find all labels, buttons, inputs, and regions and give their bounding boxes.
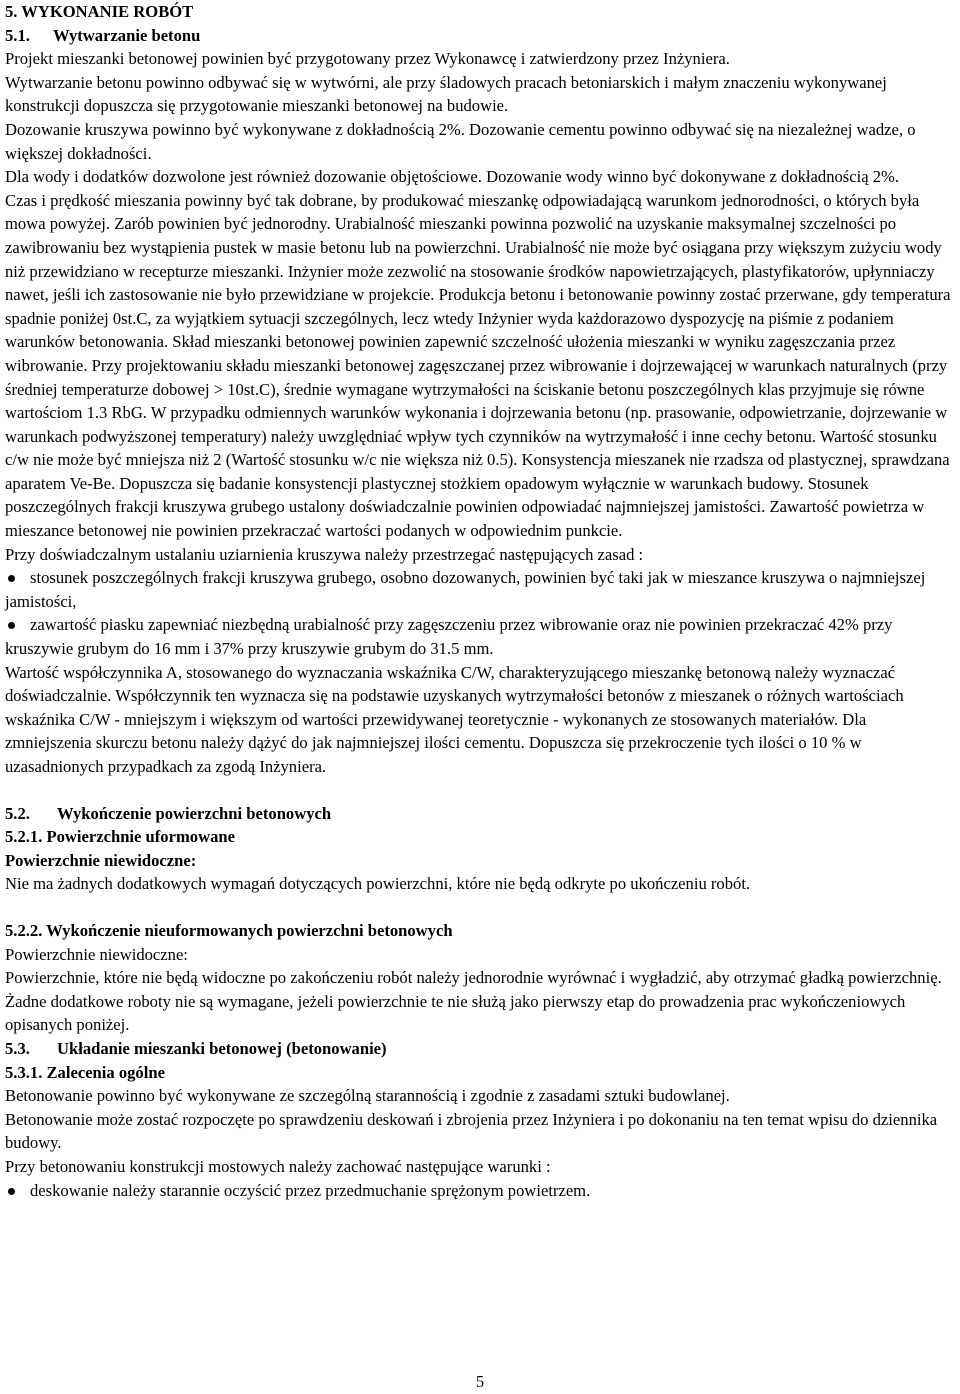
paragraph: Przy betonowaniu konstrukcji mostowych należy zachować następujące warunki : <box>5 1156 551 1176</box>
paragraph: Powierzchnie, które nie będą widoczne po zakończeniu robót należy jednorodnie wyrównać i wygładzić, aby otrzymać gładką powierzchnię. Żadne dodatkowe roboty nie są wymagane, jeżeli powierzchnie te nie służą jako pierwszy etap do prowadzenia prac wykończeniowych opisanych poniżej. <box>5 968 942 1035</box>
list-item: zawartość piasku zapewniać niezbędną urabialność przy zagęszczeniu przez wibrowanie oraz nie powinien przekraczać 42% przy kruszywie grubym do 16 mm i 37% przy kruszywie grubym do 31.5 mm. <box>5 613 955 660</box>
list-item: stosunek poszczególnych frakcji kruszywa grubego, osobno dozowanych, powinien być taki jak w mieszance kruszywa o najmniejszej jamistości, <box>5 566 955 613</box>
spacer <box>5 779 955 802</box>
paragraph: Betonowanie powinno być wykonywane ze szczególną starannością i zgodnie z zasadami sztuki budowlanej. <box>5 1086 730 1106</box>
subsection-number: 5.1. <box>5 25 30 45</box>
paragraph: Dozowanie kruszywa powinno być wykonywane z dokładnością 2%. Dozowanie cementu powinno odbywać się na niezależnej wadze, o większej dokładności. <box>5 119 916 163</box>
paragraph: Nie ma żadnych dodatkowych wymagań dotyczących powierzchni, które nie będą odkryte po ukończeniu robót. <box>5 874 751 894</box>
subsection-title: Układanie mieszanki betonowej (betonowanie) <box>57 1038 387 1058</box>
page-number: 5 <box>475 1372 485 1391</box>
paragraph: Projekt mieszanki betonowej powinien być przygotowany przez Wykonawcę i zatwierdzony przez Inżyniera. <box>5 49 730 69</box>
subheading: Powierzchnie niewidoczne: <box>5 850 197 870</box>
subsection-heading-5-3-1: 5.3.1. Zalecenia ogólne <box>5 1062 165 1082</box>
subsection-heading-5-2-2: 5.2.2. Wykończenie nieuformowanych powierzchni betonowych <box>5 920 453 940</box>
bullet-list <box>5 1179 955 1203</box>
paragraph: Wytwarzanie betonu powinno odbywać się w wytwórni, ale przy śladowych pracach betoniarskich i małym znaczeniu wykonywanej konstrukcji dopuszcza się przygotowanie mieszanki betonowej na budowie. <box>5 72 887 116</box>
spacer <box>5 896 955 919</box>
subsection-title: Wykończenie powierzchni betonowych <box>57 803 332 823</box>
subsection-heading-5-2-1: 5.2.1. Powierzchnie uformowane <box>5 827 235 847</box>
paragraph: Betonowanie może zostać rozpoczęte po sprawdzeniu deskowań i zbrojenia przez Inżyniera i po dokonaniu na ten temat wpisu do dziennika budowy. <box>5 1109 938 1153</box>
subsection-title: Wytwarzanie betonu <box>53 25 201 45</box>
subsection-heading-5-1 <box>5 24 955 48</box>
subsection-heading-5-2 <box>5 802 955 826</box>
subsection-number: 5.3. <box>5 1038 30 1058</box>
paragraph: Czas i prędkość mieszania powinny być tak dobrane, by produkować mieszankę odpowiadającą warunkom jednorodności, o których była mowa powyżej. Zarób powinien być jednorodny. Urabialność mieszanki powinna pozwolić na uzyskanie maksymalnej szczelności po zawibrowaniu bez wystąpienia pustek w masie betonu lub na powierzchni. Urabialność nie może być osiągana przy większym zużyciu wody niż przewidziano w recepturze mieszanki. Inżynier może zezwolić na stosowanie środków napowietrzających, plastyfikatorów, upłynniaczy nawet, jeśli ich zastosowanie nie było przewidziane w projekcie. Produkcja betonu i betonowanie powinny zostać przerwane, gdy temperatura spadnie poniżej 0st.C, za wyjątkiem sytuacji szczególnych, lecz wtedy Inżynier wyda każdorazowo dyspozycję na piśmie z podaniem warunków betonowania. Skład mieszanki betonowej powinien zapewnić szczelność ułożenia mieszanki w wyniku zagęszczania przez wibrowanie. Przy projektowaniu składu mieszanki betonowej zagęszczanej przez wibrowanie i dojrzewającej w warunkach naturalnych (przy średniej temperaturze dobowej > 10st.C), średnie wymagane wytrzymałości na ściskanie betonu poszczególnych klas przyjmuje się równe wartościom 1.3 RbG. W przypadku odmiennych warunków wykonania i dojrzewania betonu (np. prasowanie, odpowietrzanie, dojrzewanie w warunkach podwyższonej temperatury) należy uwzględniać wpływ tych czynników na wytrzymałość i inne cechy betonu. Wartość stosunku c/w nie może być mniejsza niż 2 (Wartość stosunku w/c nie większa niż 0.5). Konsystencja mieszanek nie rzadsza od plastycznej, sprawdzana aparatem Ve-Be. Dopuszcza się badanie konsystencji plastycznej stożkiem opadowym wyłącznie w warunkach budowy. Stosunek poszczególnych frakcji kruszywa grubego ustalony doświadczalnie powinien odpowiadać najmniejszej jamistości. Zawartość powietrza w mieszance betonowej nie powinien przekraczać wartości podanych w odpowiednim punkcie. <box>5 190 951 541</box>
subheading: Powierzchnie niewidoczne: <box>5 944 188 964</box>
paragraph: Dla wody i dodatków dozwolone jest również dozowanie objętościowe. Dozowanie wody winno być dokonywane z dokładnością 2%. <box>5 167 899 187</box>
document-page <box>5 0 955 1202</box>
list-item: deskowanie należy starannie oczyścić przez przedmuchanie sprężonym powietrzem. <box>5 1179 955 1203</box>
paragraph: Przy doświadczalnym ustalaniu uziarnienia kruszywa należy przestrzegać następujących zasad : <box>5 544 644 564</box>
bullet-list <box>5 566 955 660</box>
subsection-number: 5.2. <box>5 803 30 823</box>
section-title: 5. WYKONANIE ROBÓT <box>5 2 194 21</box>
subsection-heading-5-3 <box>5 1037 955 1061</box>
paragraph: Wartość współczynnika A, stosowanego do wyznaczania wskaźnika C/W, charakteryzującego mieszankę betonową należy wyznaczać doświadczalnie. Współczynnik ten wyznacza się na podstawie uzyskanych wytrzymałości betonów z mieszanek o różnych wartościach wskaźnika C/W - mniejszym i większym od wartości przewidywanej teoretycznie - wykonanych ze stosowanych materiałów. Dla zmniejszenia skurczu betonu należy dążyć do jak najmniejszej ilości cementu. Dopuszcza się przekroczenie tych ilości o 10 % w uzasadnionych przypadkach za zgodą Inżyniera. <box>5 662 904 776</box>
